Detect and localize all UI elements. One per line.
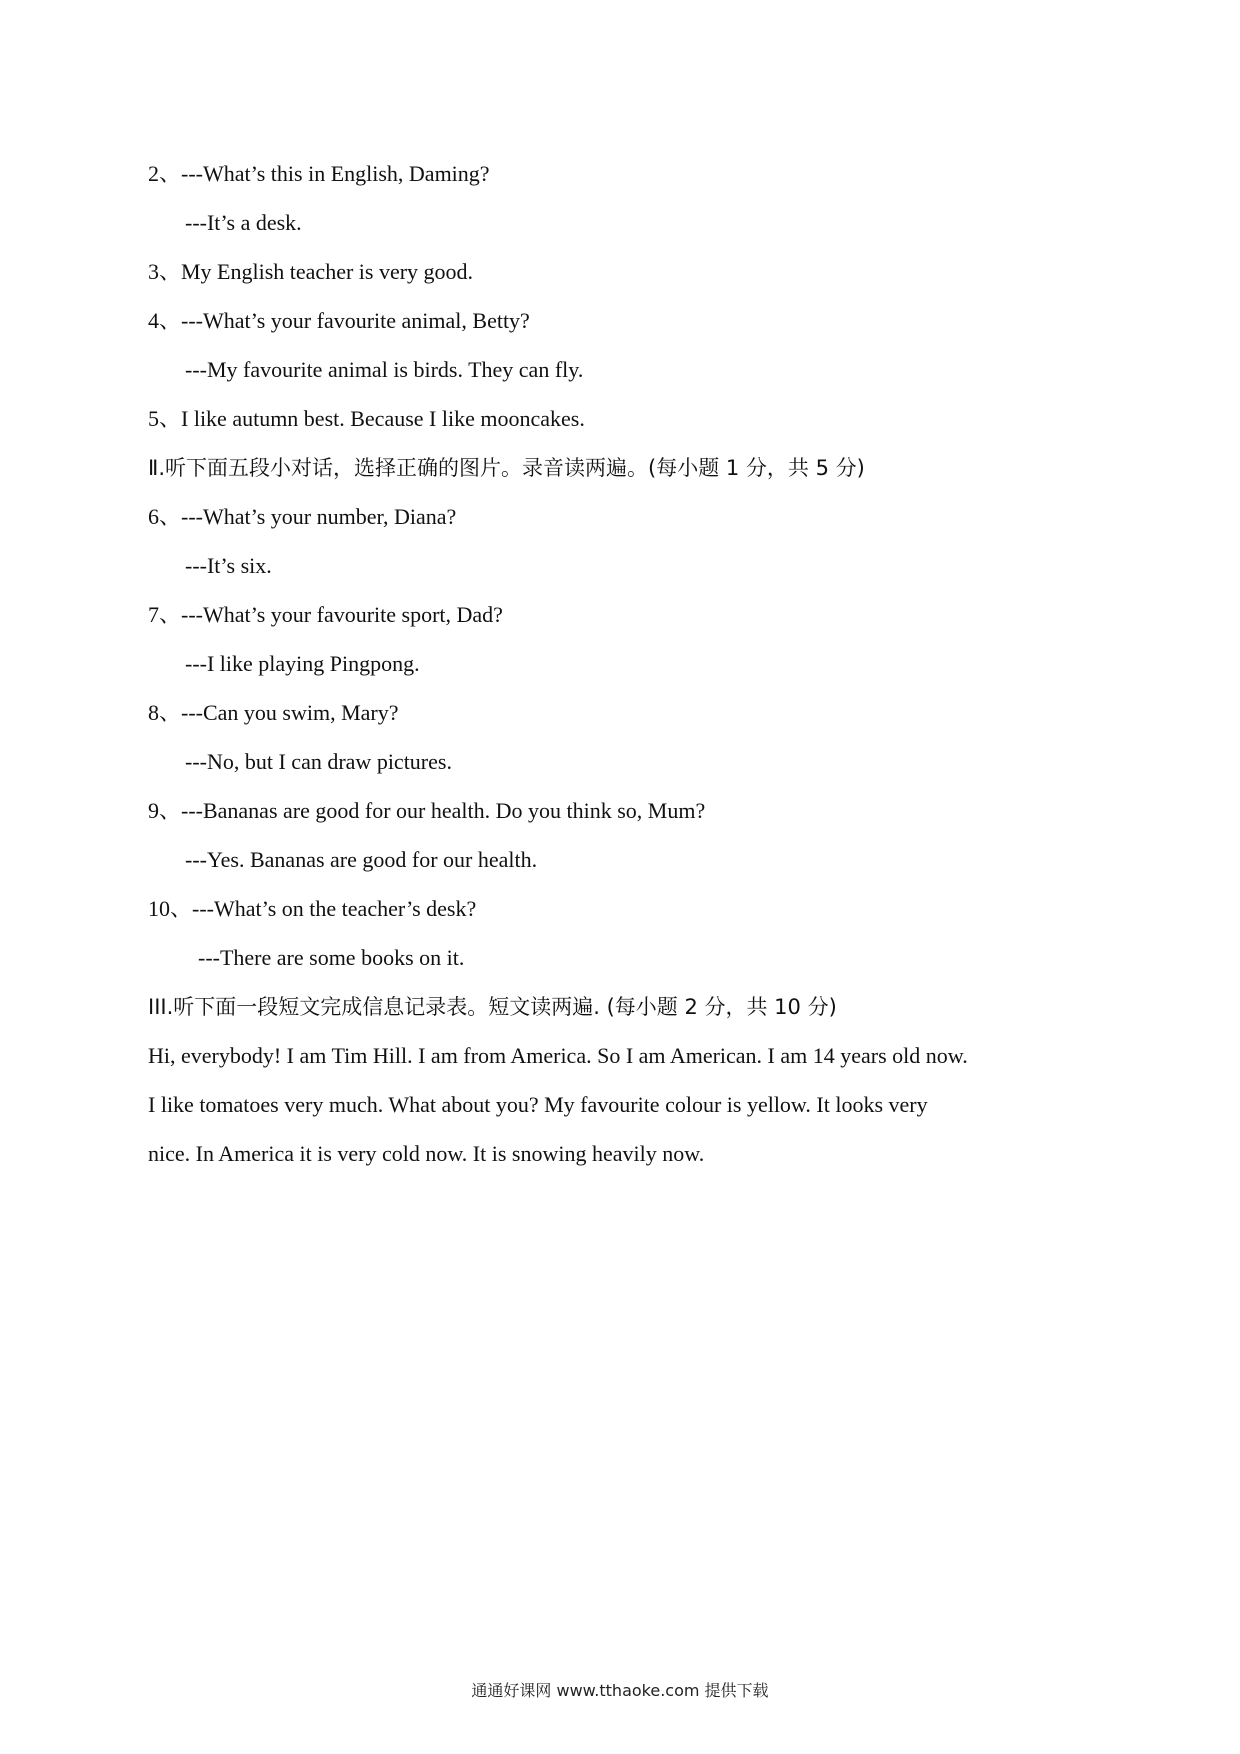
question-9-line-2: ---Yes. Bananas are good for our health. (185, 847, 538, 872)
question-4-line-1: 4、---What’s your favourite animal, Betty? (148, 308, 530, 333)
question-6-line-2: ---It’s six. (185, 553, 272, 578)
question-2-line-2: ---It’s a desk. (185, 210, 302, 235)
passage-line-1: Hi, everybody! I am Tim Hill. I am from America. So I am American. I am 14 years old now. (148, 1043, 968, 1068)
question-7-line-2: ---I like playing Pingpong. (185, 651, 420, 676)
question-7-line-1: 7、---What’s your favourite sport, Dad? (148, 602, 503, 627)
question-10-line-1: 10、---What’s on the teacher’s desk? (148, 896, 477, 921)
section-3-heading: III.听下面一段短文完成信息记录表。短文读两遍. (每小题 2 分，共 10 分) (148, 995, 837, 1019)
passage-line-2: I like tomatoes very much. What about you? My favourite colour is yellow. It looks very (148, 1092, 928, 1117)
section-2-heading: Ⅱ.听下面五段小对话，选择正确的图片。录音读两遍。(每小题 1 分，共 5 分) (148, 456, 865, 480)
question-3: 3、My English teacher is very good. (148, 259, 474, 284)
passage-line-3: nice. In America it is very cold now. It is snowing heavily now. (148, 1141, 705, 1166)
question-2-line-1: 2、---What’s this in English, Daming? (148, 161, 490, 186)
question-10-line-2: ---There are some books on it. (198, 945, 465, 970)
question-5: 5、I like autumn best. Because I like mooncakes. (148, 406, 585, 431)
question-8-line-1: 8、---Can you swim, Mary? (148, 700, 399, 725)
question-9-line-1: 9、---Bananas are good for our health. Do you think so, Mum? (148, 798, 706, 823)
question-4-line-2: ---My favourite animal is birds. They can fly. (185, 357, 584, 382)
footer-watermark: 通通好课网 www.tthaoke.com 提供下载 (471, 1681, 769, 1700)
question-6-line-1: 6、---What’s your number, Diana? (148, 504, 457, 529)
question-8-line-2: ---No, but I can draw pictures. (185, 749, 452, 774)
